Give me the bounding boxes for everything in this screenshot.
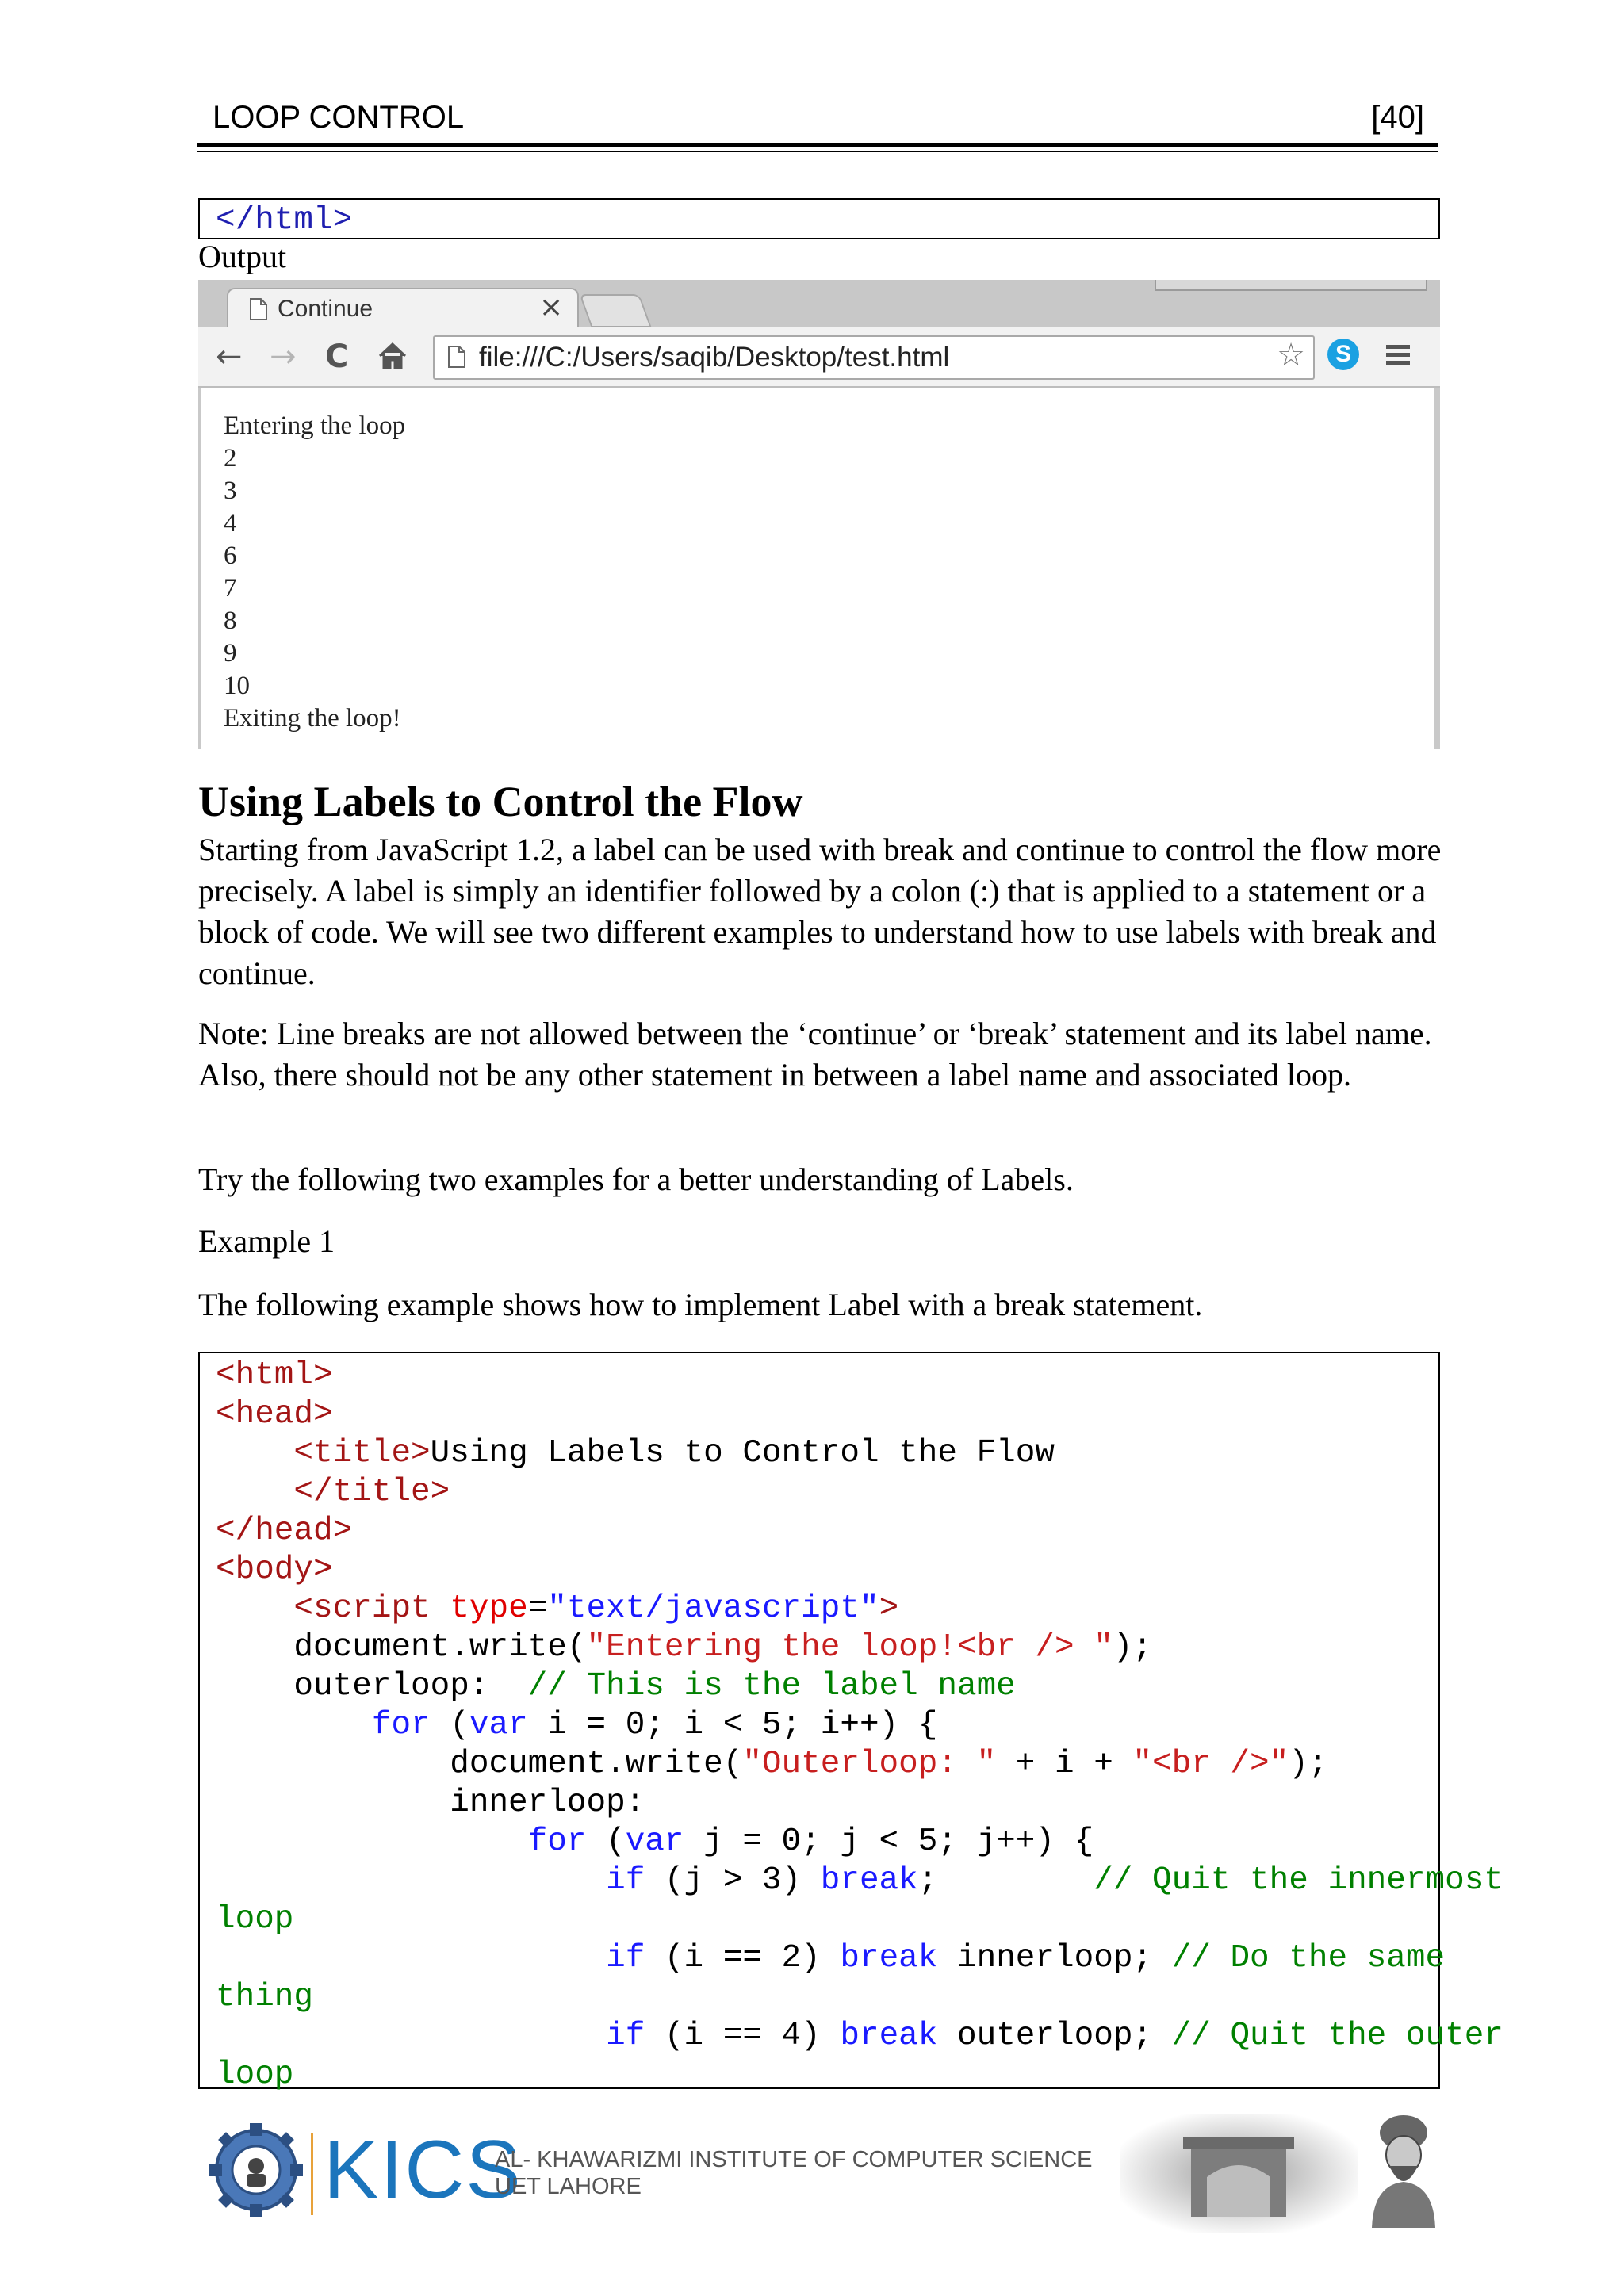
browser-viewport [201,388,1434,749]
code-line: outerloop: // This is the label name [293,1668,1016,1705]
output-line: 4 [224,509,237,538]
paragraph: Note: Line breaks are not allowed between the ‘continue’ or ‘break’ statement and its label name. Also, there should not be any other statement in between a label name and associated loop. [198,1016,1432,1093]
output-line: Entering the loop [224,411,406,440]
code-line: if (i == 4) break outerloop; // Quit the outer [606,2018,1503,2054]
tab-title: Continue [278,296,373,322]
code-line: thing [216,1979,314,2015]
close-icon[interactable]: × [539,291,564,323]
code-token: </html> [216,202,353,239]
browser-tab[interactable] [227,288,579,331]
building-photo [1120,2114,1358,2233]
code-line: <script type="text/javascript"> [293,1590,899,1627]
section-heading: Using Labels to Control the Flow [198,778,803,825]
output-line: 3 [224,476,237,505]
output-line: 10 [224,672,250,700]
code-box-example-1 [198,1352,1503,2093]
institute-name: AL- KHAWARIZMI INSTITUTE OF COMPUTER SCIENCE [495,2147,1093,2172]
new-tab-button[interactable] [579,294,651,327]
star-icon[interactable]: ☆ [1277,337,1305,373]
code-line: if (i == 2) break innerloop; // Do the same [606,1940,1446,1976]
browser-screenshot [198,280,1440,749]
code-line: </title> [293,1474,450,1510]
output-label: Output [198,239,287,274]
paragraph: Try the following two examples for a better understanding of Labels. [198,1161,1074,1197]
tab-strip [198,280,1440,327]
code-line: for (var j = 0; j < 5; j++) { [527,1823,1094,1860]
url-text: file:///C:/Users/saqib/Desktop/test.html [479,342,950,373]
gear-logo-icon [208,2122,304,2218]
code-line: for (var i = 0; i < 5; i++) { [371,1707,938,1743]
output-line: 8 [224,607,237,635]
output-line: 7 [224,574,237,603]
institute-location: UET LAHORE [495,2174,642,2199]
code-line: if (j > 3) break; // Quit the innermost [606,1862,1503,1899]
address-bar[interactable] [433,335,1315,380]
code-line: <body> [216,1552,333,1588]
home-icon[interactable] [377,342,408,370]
browser-toolbar [198,327,1440,388]
code-line: loop [216,1901,294,1938]
page-icon [447,345,466,369]
back-icon[interactable]: ← [216,339,243,375]
page-number: [40] [1371,100,1424,135]
paragraph: Example 1 [198,1223,335,1259]
output-line: Exiting the loop! [224,704,401,733]
code-line: <head> [216,1396,333,1433]
portrait-illustration [1362,2109,1445,2228]
output-line: 9 [224,639,237,668]
skype-icon[interactable]: S [1327,339,1359,370]
code-line: <html> [216,1357,333,1394]
output-line: 6 [224,541,237,570]
footer [208,2109,1445,2236]
code-line: <title>Using Labels to Control the Flow [293,1435,1055,1471]
code-line: innerloop: [450,1785,645,1821]
footer-divider [311,2133,313,2215]
output-line: 2 [224,444,237,473]
code-line: loop [216,2057,294,2093]
header-rule [197,143,1438,147]
code-line: </head> [216,1513,353,1549]
header-rule-thin [197,151,1438,152]
kics-logo-text: KICS [324,2124,523,2216]
code-line: document.write("Outerloop: " + i + "<br />"); [450,1746,1328,1782]
code-box-html-close [198,198,1440,239]
running-header-title: LOOP CONTROL [213,100,465,135]
forward-icon[interactable]: → [270,339,297,375]
code-line: document.write("Entering the loop!<br /> "); [293,1629,1153,1666]
page-icon [249,297,268,321]
menu-icon[interactable] [1385,343,1411,367]
paragraph: The following example shows how to implement Label with a break statement. [198,1287,1203,1322]
paragraph: Starting from JavaScript 1.2, a label can be used with break and continue to control the flow more precisely. A label is simply an identifier followed by a colon (:) that is applied to a statement or a block of code. We will see two different examples to understand how to use labels with break and continue. [198,832,1442,991]
reload-icon[interactable]: C [325,339,349,375]
window-controls [1155,280,1427,291]
